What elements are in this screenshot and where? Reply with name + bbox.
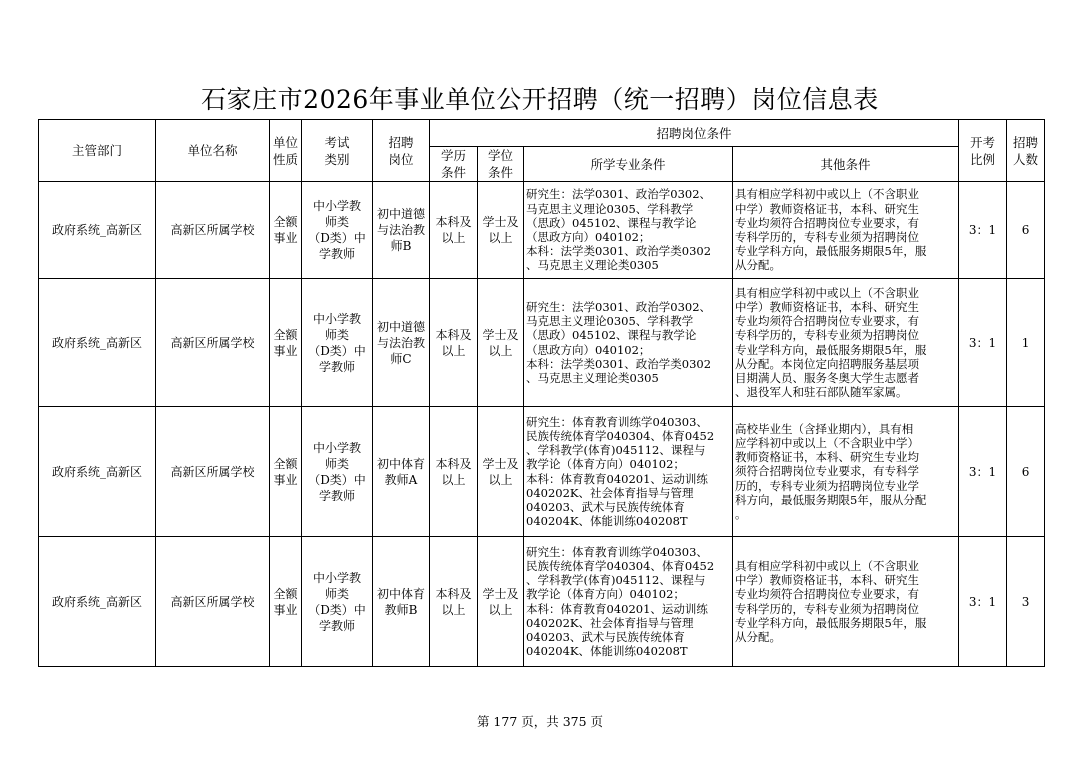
header-conditions: 招聘岗位条件 [430, 120, 959, 147]
cell-nature: 全额 事业 [270, 182, 302, 279]
cell-major: 研究生：体育教育训练学040303、 民族传统体育学040304、体育0452 、学科教学(体育)045112、课程与 教学论（体育方向）040102； 本科：体育教育040201、运动训练 040202K、社会体育指导与管理 040203、武术与民族传统体育 040204K、体能训练040208T [524, 537, 733, 667]
cell-exam: 中小学教 师类 （D类）中 学教师 [302, 537, 373, 667]
header-post: 招聘 岗位 [373, 120, 430, 182]
cell-post: 初中体育 教师A [373, 407, 430, 537]
cell-count: 6 [1007, 407, 1045, 537]
cell-post: 初中体育 教师B [373, 537, 430, 667]
header-nature: 单位 性质 [270, 120, 302, 182]
header-edu: 学历 条件 [430, 147, 478, 182]
header-ratio: 开考 比例 [959, 120, 1007, 182]
cell-edu: 本科及 以上 [430, 182, 478, 279]
document-title: 石家庄市2026年事业单位公开招聘（统一招聘）岗位信息表 [201, 85, 879, 114]
cell-nature: 全额 事业 [270, 279, 302, 407]
cell-ratio: 3：1 [959, 182, 1007, 279]
cell-unit: 高新区所属学校 [156, 407, 270, 537]
cell-ratio: 3：1 [959, 537, 1007, 667]
cell-nature: 全额 事业 [270, 407, 302, 537]
cell-unit: 高新区所属学校 [156, 182, 270, 279]
cell-dept: 政府系统_高新区 [39, 279, 156, 407]
cell-edu: 本科及 以上 [430, 279, 478, 407]
cell-other: 具有相应学科初中或以上（不含职业 中学）教师资格证书，本科、研究生 专业均须符合招聘岗位专业要求，有 专科学历的，专科专业须为招聘岗位 专业学科方向，最低服务期限5年，服 从分配。本岗位定向招聘服务基层项 目期满人员、服务冬奥大学生志愿者 、退役军人和驻石部队随军家属。 [733, 279, 959, 407]
header-count: 招聘 人数 [1007, 120, 1045, 182]
header-major: 所学专业条件 [524, 147, 733, 182]
cell-dept: 政府系统_高新区 [39, 537, 156, 667]
cell-post: 初中道德 与法治教 师C [373, 279, 430, 407]
cell-dept: 政府系统_高新区 [39, 182, 156, 279]
cell-nature: 全额 事业 [270, 537, 302, 667]
cell-edu: 本科及 以上 [430, 537, 478, 667]
header-degree: 学位 条件 [478, 147, 524, 182]
cell-count: 6 [1007, 182, 1045, 279]
cell-degree: 学士及 以上 [478, 407, 524, 537]
cell-unit: 高新区所属学校 [156, 537, 270, 667]
cell-count: 3 [1007, 537, 1045, 667]
cell-unit: 高新区所属学校 [156, 279, 270, 407]
cell-ratio: 3：1 [959, 407, 1007, 537]
cell-other: 高校毕业生（含择业期内），具有相 应学科初中或以上（不含职业中学） 教师资格证书，本科、研究生专业均 须符合招聘岗位专业要求，有专科学 历的，专科专业须为招聘岗位专业学 科方向，最低服务期限5年，服从分配 。 [733, 407, 959, 537]
cell-major: 研究生：体育教育训练学040303、 民族传统体育学040304、体育0452 、学科教学(体育)045112、课程与 教学论（体育方向）040102； 本科：体育教育040201、运动训练 040202K、社会体育指导与管理 040203、武术与民族传统体育 040204K、体能训练040208T [524, 407, 733, 537]
cell-edu: 本科及 以上 [430, 407, 478, 537]
table-row [39, 182, 1045, 279]
cell-exam: 中小学教 师类 （D类）中 学教师 [302, 407, 373, 537]
cell-count: 1 [1007, 279, 1045, 407]
cell-ratio: 3：1 [959, 279, 1007, 407]
cell-other: 具有相应学科初中或以上（不含职业 中学）教师资格证书，本科、研究生 专业均须符合招聘岗位专业要求，有 专科学历的，专科专业须为招聘岗位 专业学科方向，最低服务期限5年，服 从分配。 [733, 537, 959, 667]
cell-exam: 中小学教 师类 （D类）中 学教师 [302, 279, 373, 407]
cell-dept: 政府系统_高新区 [39, 407, 156, 537]
cell-degree: 学士及 以上 [478, 279, 524, 407]
cell-exam: 中小学教 师类 （D类）中 学教师 [302, 182, 373, 279]
cell-major: 研究生：法学0301、政治学0302、 马克思主义理论0305、学科教学 （思政）045102、课程与教学论 （思政方向）040102； 本科：法学类0301、政治学类0302 、马克思主义理论类0305 [524, 279, 733, 407]
job-info-table [38, 119, 1045, 667]
header-dept: 主管部门 [39, 120, 156, 182]
header-unit: 单位名称 [156, 120, 270, 182]
cell-post: 初中道德 与法治教 师B [373, 182, 430, 279]
header-other: 其他条件 [733, 147, 959, 182]
header-exam: 考试 类别 [302, 120, 373, 182]
table-row [39, 279, 1045, 407]
cell-major: 研究生：法学0301、政治学0302、 马克思主义理论0305、学科教学 （思政）045102、课程与教学论 （思政方向）040102； 本科：法学类0301、政治学类0302 、马克思主义理论类0305 [524, 182, 733, 279]
table-row [39, 537, 1045, 667]
cell-other: 具有相应学科初中或以上（不含职业 中学）教师资格证书，本科、研究生 专业均须符合招聘岗位专业要求，有 专科学历的，专科专业须为招聘岗位 专业学科方向，最低服务期限5年，服 从分配。 [733, 182, 959, 279]
page-number: 第 177 页，共 375 页 [476, 714, 604, 729]
cell-degree: 学士及 以上 [478, 182, 524, 279]
cell-degree: 学士及 以上 [478, 537, 524, 667]
table-row [39, 407, 1045, 537]
